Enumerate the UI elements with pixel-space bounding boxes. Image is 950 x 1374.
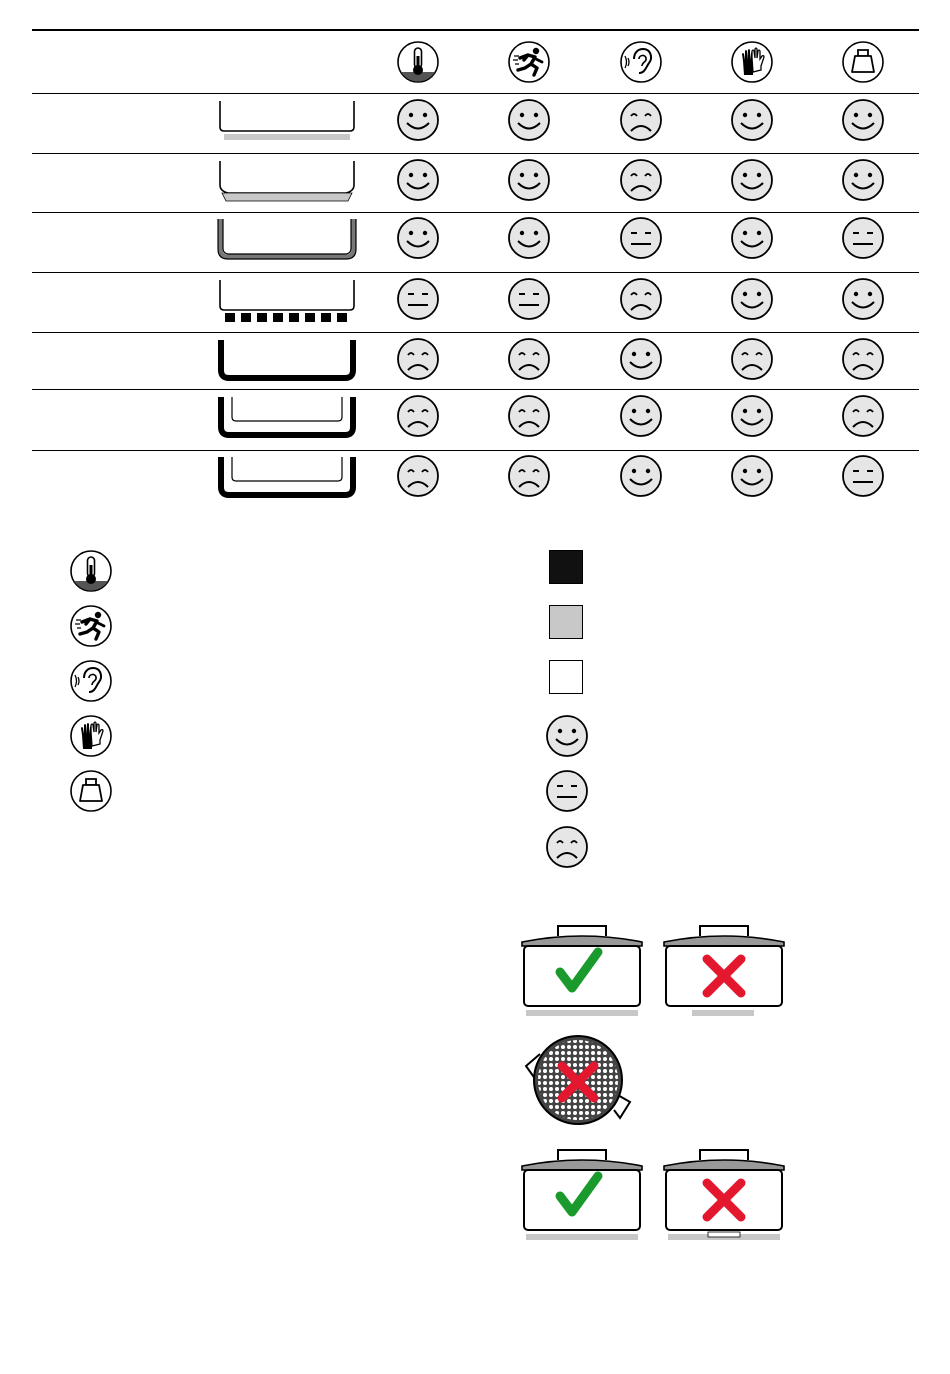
happy-face-icon [619,394,663,438]
cookware-base-black-wall-inner [216,453,358,501]
pot-centered-correct [520,1146,644,1246]
row-divider [32,272,919,273]
row-divider [32,450,919,451]
weight-icon [68,768,114,812]
sad-face-icon [507,454,551,498]
row-divider [32,332,919,333]
pan-handles-top-view-incorrect [518,1032,638,1128]
happy-face-icon [841,277,885,321]
happy-face-icon [396,158,440,202]
gloves-icon [729,39,775,85]
pot-flat-base-correct [520,922,644,1022]
sad-face-icon [619,98,663,142]
cookware-base-striped-base [216,276,358,324]
sad-face-icon [841,337,885,381]
happy-face-icon [545,714,589,758]
happy-face-icon [507,216,551,260]
gloves-icon [68,713,114,757]
black-swatch [549,550,583,584]
happy-face-icon [396,98,440,142]
row-divider [32,212,919,213]
sad-face-icon [396,337,440,381]
cookware-base-plain-gray-base [216,97,358,145]
row-divider [32,153,919,154]
neutral-face-icon [841,216,885,260]
sad-face-icon [396,394,440,438]
runner-icon [506,39,552,85]
cookware-base-black-wall-inner [216,393,358,441]
neutral-face-icon [507,277,551,321]
neutral-face-icon [841,454,885,498]
row-divider [32,93,919,94]
sad-face-icon [619,158,663,202]
happy-face-icon [730,158,774,202]
neutral-face-icon [619,216,663,260]
row-divider [32,389,919,390]
cookware-base-rounded-gray-base [216,157,358,205]
happy-face-icon [619,337,663,381]
thermometer-icon [395,39,441,85]
happy-face-icon [619,454,663,498]
happy-face-icon [730,277,774,321]
happy-face-icon [730,394,774,438]
ear-icon [68,658,114,702]
neutral-face-icon [545,769,589,813]
sad-face-icon [619,277,663,321]
thermometer-icon [68,548,114,592]
happy-face-icon [396,216,440,260]
cookware-base-black-wall [216,336,358,384]
happy-face-icon [507,98,551,142]
happy-face-icon [730,454,774,498]
sad-face-icon [730,337,774,381]
sad-face-icon [396,454,440,498]
sad-face-icon [841,394,885,438]
white-swatch [549,660,583,694]
cookware-base-gray-wall [216,215,358,263]
neutral-face-icon [396,277,440,321]
gray-swatch [549,605,583,639]
table-top-rule [32,29,919,31]
happy-face-icon [841,98,885,142]
sad-face-icon [507,394,551,438]
sad-face-icon [507,337,551,381]
happy-face-icon [730,98,774,142]
happy-face-icon [730,216,774,260]
runner-icon [68,603,114,647]
happy-face-icon [507,158,551,202]
sad-face-icon [545,825,589,869]
happy-face-icon [841,158,885,202]
pot-uneven-base-incorrect [662,1146,786,1246]
weight-icon [840,39,886,85]
ear-icon [618,39,664,85]
pot-narrow-base-incorrect [662,922,786,1022]
